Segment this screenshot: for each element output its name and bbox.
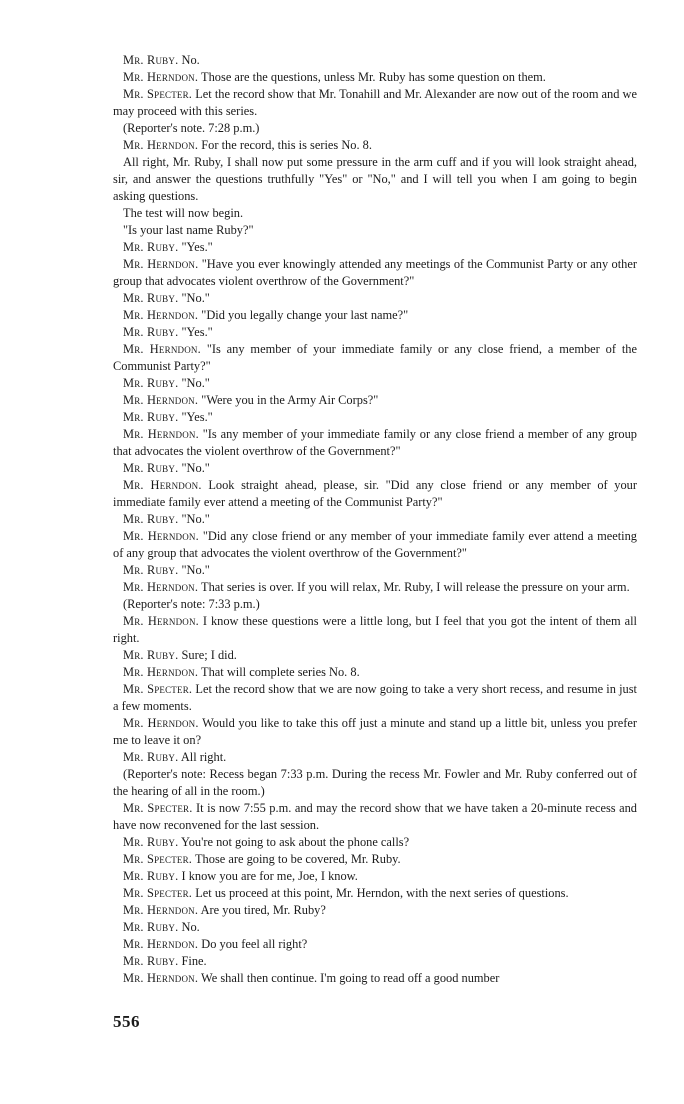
paragraph-text: "Did any close friend or any member of your immediate family ever attend a meeting of any group that advocates the violent overthrow of the Government?" [113,529,637,560]
speaker-label: Mr. Ruby. [123,376,179,390]
speaker-label: Mr. Specter. [123,852,193,866]
paragraph-text: "Have you ever knowingly attended any meetings of the Communist Party or any other group that advocates violent overthrow of the Government?" [113,257,637,288]
paragraph-text: "No." [181,291,210,305]
paragraph-text: "Yes." [181,410,213,424]
paragraph-text: Do you feel all right? [201,937,308,951]
speaker-label: Mr. Herndon. [123,138,199,152]
transcript-paragraph [113,290,637,307]
speaker-label: Mr. Specter. [123,682,193,696]
paragraph-text: (Reporter's note: 7:33 p.m.) [123,597,260,611]
speaker-label: Mr. Ruby. [123,512,179,526]
paragraph-text: Those are the questions, unless Mr. Ruby has some question on them. [201,70,546,84]
speaker-label: Mr. Herndon. [123,903,199,917]
transcript-paragraph [113,885,637,902]
speaker-label: Mr. Ruby. [123,291,179,305]
paragraph-text: "Is your last name Ruby?" [123,223,254,237]
paragraph-text: Are you tired, Mr. Ruby? [200,903,326,917]
speaker-label: Mr. Specter. [123,87,193,101]
speaker-label: Mr. Ruby. [123,53,179,67]
speaker-label: Mr. Herndon. [123,308,199,322]
speaker-label: Mr. Herndon. [123,665,199,679]
transcript-paragraph [113,375,637,392]
transcript-body [113,52,637,987]
transcript-paragraph [113,205,637,222]
transcript-page [113,52,637,987]
transcript-paragraph [113,137,637,154]
transcript-paragraph [113,953,637,970]
paragraph-text: We shall then continue. I'm going to read off a good number [201,971,500,985]
transcript-paragraph [113,477,637,511]
paragraph-text: No. [181,920,200,934]
paragraph-text: The test will now begin. [123,206,244,220]
paragraph-text: All right, Mr. Ruby, I shall now put some pressure in the arm cuff and if you will look straight ahead, sir, and answer the questions truthfully "Yes" or "No," and I will tell you when I am going to begin asking questions. [113,155,637,203]
speaker-label: Mr. Specter. [123,801,193,815]
paragraph-text: That series is over. If you will relax, Mr. Ruby, I will release the pressure on your arm. [201,580,630,594]
speaker-label: Mr. Herndon. [123,427,199,441]
paragraph-text: I know you are for me, Joe, I know. [181,869,358,883]
transcript-paragraph [113,681,637,715]
speaker-label: Mr. Herndon. [123,716,199,730]
paragraph-text: Fine. [181,954,207,968]
transcript-paragraph [113,596,637,613]
transcript-paragraph [113,222,637,239]
transcript-paragraph [113,307,637,324]
paragraph-text: That will complete series No. 8. [201,665,360,679]
speaker-label: Mr. Ruby. [123,835,179,849]
transcript-paragraph [113,664,637,681]
speaker-label: Mr. Ruby. [123,869,179,883]
paragraph-text: All right. [180,750,227,764]
transcript-paragraph [113,919,637,936]
speaker-label: Mr. Herndon. [123,342,201,356]
speaker-label: Mr. Herndon. [123,937,199,951]
paragraph-text: "Is any member of your immediate family or any close friend a member of any group that advocates the violent overthrow of the Government?" [113,427,637,458]
transcript-paragraph [113,868,637,885]
paragraph-text: "Yes." [181,240,213,254]
transcript-paragraph [113,86,637,120]
transcript-paragraph [113,392,637,409]
page-number: 556 [113,1012,140,1031]
speaker-label: Mr. Ruby. [123,920,179,934]
transcript-paragraph [113,851,637,868]
speaker-label: Mr. Herndon. [123,257,199,271]
transcript-paragraph [113,409,637,426]
transcript-paragraph [113,579,637,596]
paragraph-text: Let the record show that Mr. Tonahill and Mr. Alexander are now out of the room and we may proceed with this series. [113,87,637,118]
paragraph-text: (Reporter's note: Recess began 7:33 p.m. During the recess Mr. Fowler and Mr. Ruby conferred out of the hearing of all in the room.) [113,767,637,798]
transcript-paragraph [113,460,637,477]
transcript-paragraph [113,936,637,953]
speaker-label: Mr. Ruby. [123,325,179,339]
speaker-label: Mr. Ruby. [123,750,179,764]
speaker-label: Mr. Ruby. [123,410,179,424]
paragraph-text: "No." [181,563,210,577]
transcript-paragraph [113,970,637,987]
transcript-paragraph [113,834,637,851]
speaker-label: Mr. Herndon. [123,580,199,594]
paragraph-text: Those are going to be covered, Mr. Ruby. [194,852,401,866]
paragraph-text: Look straight ahead, please, sir. "Did any close friend or any member of your immediate family ever attend a meeting of the Communist Party?" [113,478,637,509]
speaker-label: Mr. Herndon. [123,70,199,84]
speaker-label: Mr. Herndon. [123,529,199,543]
transcript-paragraph [113,613,637,647]
paragraph-text: Let us proceed at this point, Mr. Herndon, with the next series of questions. [195,886,569,900]
speaker-label: Mr. Herndon. [123,971,199,985]
paragraph-text: You're not going to ask about the phone calls? [181,835,410,849]
speaker-label: Mr. Herndon. [123,614,199,628]
paragraph-text: No. [181,53,200,67]
paragraph-text: "Yes." [181,325,213,339]
transcript-paragraph [113,341,637,375]
transcript-paragraph [113,528,637,562]
transcript-paragraph [113,647,637,664]
transcript-paragraph [113,766,637,800]
paragraph-text: "No." [181,376,210,390]
paragraph-text: "Were you in the Army Air Corps?" [201,393,379,407]
transcript-paragraph [113,154,637,205]
transcript-paragraph [113,511,637,528]
paragraph-text: (Reporter's note. 7:28 p.m.) [123,121,260,135]
speaker-label: Mr. Ruby. [123,954,179,968]
speaker-label: Mr. Ruby. [123,563,179,577]
transcript-paragraph [113,800,637,834]
paragraph-text: "No." [181,512,210,526]
paragraph-text: I know these questions were a little long, but I feel that you got the intent of them all right. [113,614,637,645]
paragraph-text: It is now 7:55 p.m. and may the record show that we have taken a 20-minute recess and have now reconvened for the last session. [113,801,637,832]
transcript-paragraph [113,52,637,69]
transcript-paragraph [113,120,637,137]
transcript-paragraph [113,749,637,766]
transcript-paragraph [113,902,637,919]
paragraph-text: Let the record show that we are now going to take a very short recess, and resume in just a few moments. [113,682,637,713]
speaker-label: Mr. Herndon. [123,478,202,492]
paragraph-text: Sure; I did. [181,648,237,662]
speaker-label: Mr. Ruby. [123,648,179,662]
speaker-label: Mr. Ruby. [123,461,179,475]
transcript-paragraph [113,256,637,290]
paragraph-text: "Did you legally change your last name?" [201,308,409,322]
speaker-label: Mr. Specter. [123,886,193,900]
transcript-paragraph [113,69,637,86]
paragraph-text: For the record, this is series No. 8. [201,138,372,152]
transcript-paragraph [113,562,637,579]
transcript-paragraph [113,426,637,460]
paragraph-text: "No." [181,461,210,475]
transcript-paragraph [113,715,637,749]
speaker-label: Mr. Ruby. [123,240,179,254]
transcript-paragraph [113,324,637,341]
transcript-paragraph [113,239,637,256]
paragraph-text: "Is any member of your immediate family or any close friend, a member of the Communist Party?" [113,342,637,373]
speaker-label: Mr. Herndon. [123,393,199,407]
paragraph-text: Would you like to take this off just a minute and stand up a little bit, unless you prefer me to leave it on? [113,716,637,747]
